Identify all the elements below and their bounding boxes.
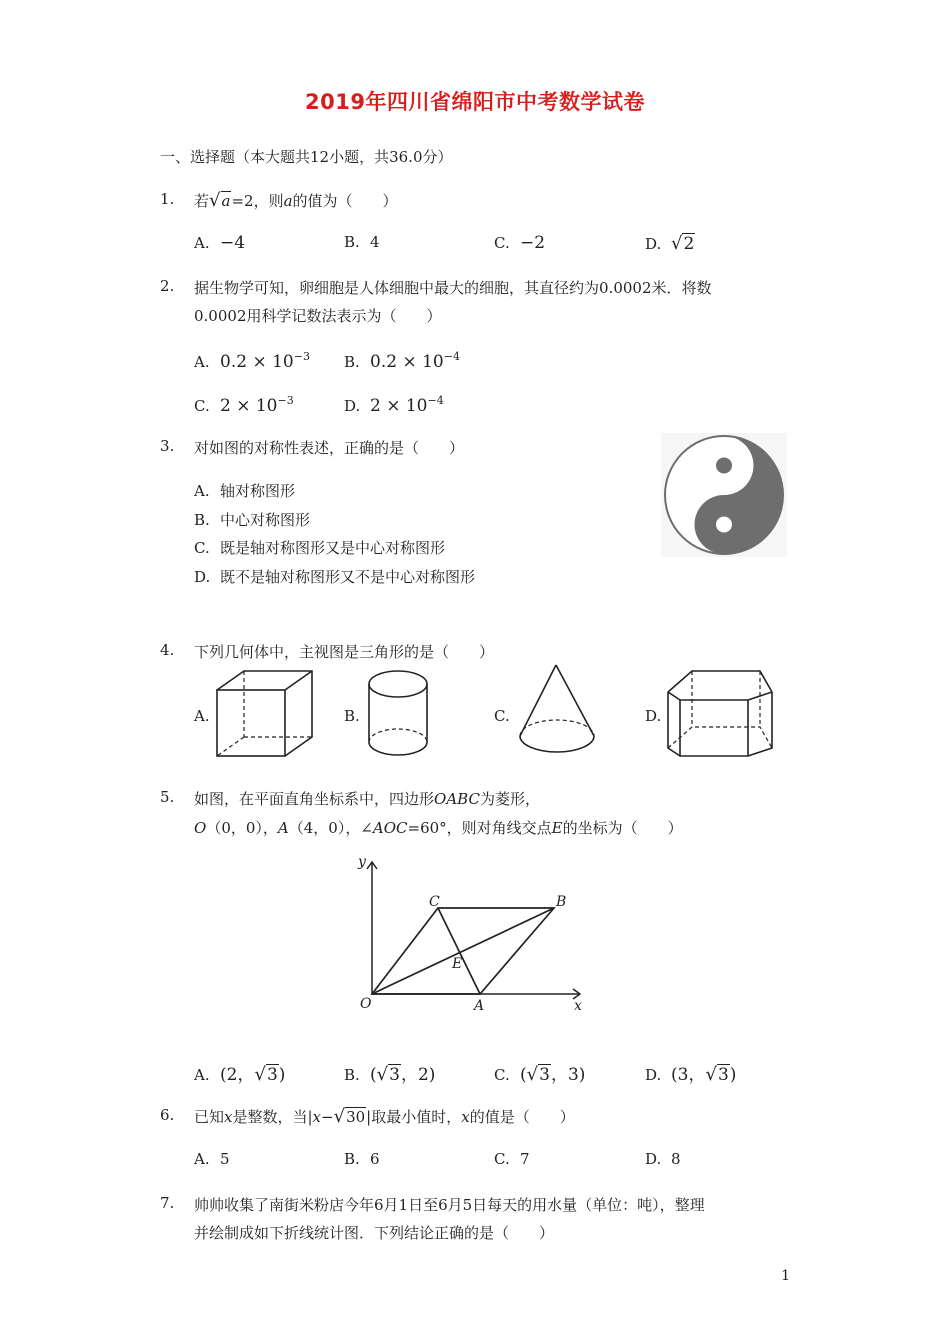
option-c: C. 既是轴对称图形又是中心对称图形 [194, 539, 446, 557]
point-e-label: E [452, 956, 463, 972]
option-c: C. −2 [494, 233, 546, 253]
question-2-line-2: 0.0002用科学记数法表示为（ ） [194, 307, 442, 325]
option-a: A. $0.2 \times 10^{-3}$ [194, 350, 310, 372]
question-number: 4. [160, 641, 175, 659]
option-a: A. (2，√3) [194, 1064, 286, 1085]
option-a: A. 5 [194, 1150, 230, 1168]
y-axis-label: y [358, 854, 366, 870]
question-number: 6. [160, 1106, 175, 1124]
section-heading: 一、选择题（本大题共12小题，共36.0分） [160, 148, 453, 166]
option-a: A. −4 [194, 233, 246, 253]
question-1-text: 若√a=2，则a的值为（ ） [194, 190, 398, 211]
question-7-line-2: 并绘制成如下折线统计图．下列结论正确的是（ ） [194, 1224, 555, 1242]
option-d-label: D. [645, 707, 662, 725]
point-a-label: A [474, 998, 485, 1014]
option-b: B. (√3，2) [344, 1064, 436, 1085]
question-6-text: 已知x是整数，当|x−√30|取最小值时，x的值是（ ） [194, 1106, 575, 1127]
option-c: C. (√3，3) [494, 1064, 586, 1085]
option-d: D. √2 [645, 233, 695, 254]
option-b-label: B. [344, 707, 360, 725]
option-a-label: A. [194, 707, 210, 725]
option-a: A. 轴对称图形 [194, 482, 296, 500]
cylinder-figure [364, 668, 434, 760]
option-b: B. 中心对称图形 [194, 511, 311, 529]
option-d: D. 8 [645, 1150, 681, 1168]
rhombus-coordinate-figure [354, 848, 594, 1016]
page-number: 1 [781, 1268, 790, 1284]
option-d: D. $2 \times 10^{-4}$ [344, 394, 444, 416]
question-number: 1. [160, 190, 175, 208]
option-b: B. 6 [344, 1150, 380, 1168]
point-o-label: O [360, 996, 372, 1012]
question-number: 5. [160, 788, 175, 806]
question-5-line-1: 如图，在平面直角坐标系中，四边形OABC为菱形， [194, 790, 540, 808]
x-axis-label: x [574, 998, 582, 1014]
option-c: C. 7 [494, 1150, 530, 1168]
option-d: D. (3，√3) [645, 1064, 737, 1085]
cone-figure [514, 662, 600, 760]
option-d: D. 既不是轴对称图形又不是中心对称图形 [194, 568, 476, 586]
sqrt-symbol: √a [209, 190, 231, 211]
question-5-line-2: O（0，0），A（4，0），∠AOC=60°，则对角线交点E的坐标为（ ） [194, 819, 683, 837]
point-c-label: C [429, 894, 440, 910]
question-number: 2. [160, 277, 175, 295]
hexagonal-prism-figure [664, 668, 776, 762]
page-title: 2019年四川省绵阳市中考数学试卷 [305, 90, 645, 114]
question-3-text: 对如图的对称性表述，正确的是（ ） [194, 439, 465, 457]
question-2-line-1: 据生物学可知，卵细胞是人体细胞中最大的细胞，其直径约为0.0002米．将数 [194, 279, 712, 297]
question-4-text: 下列几何体中，主视图是三角形的是（ ） [194, 643, 495, 661]
question-number: 7. [160, 1194, 175, 1212]
option-c: C. $2 \times 10^{-3}$ [194, 394, 294, 416]
question-7-line-1: 帅帅收集了南街米粉店今年6月1日至6月5日每天的用水量（单位：吨），整理 [194, 1196, 705, 1214]
option-b: B. $0.2 \times 10^{-4}$ [344, 350, 460, 372]
yin-yang-figure [661, 433, 787, 557]
question-number: 3. [160, 437, 175, 455]
cube-figure [214, 668, 316, 760]
point-b-label: B [556, 894, 567, 910]
option-b: B. 4 [344, 233, 380, 251]
option-c-label: C. [494, 707, 510, 725]
